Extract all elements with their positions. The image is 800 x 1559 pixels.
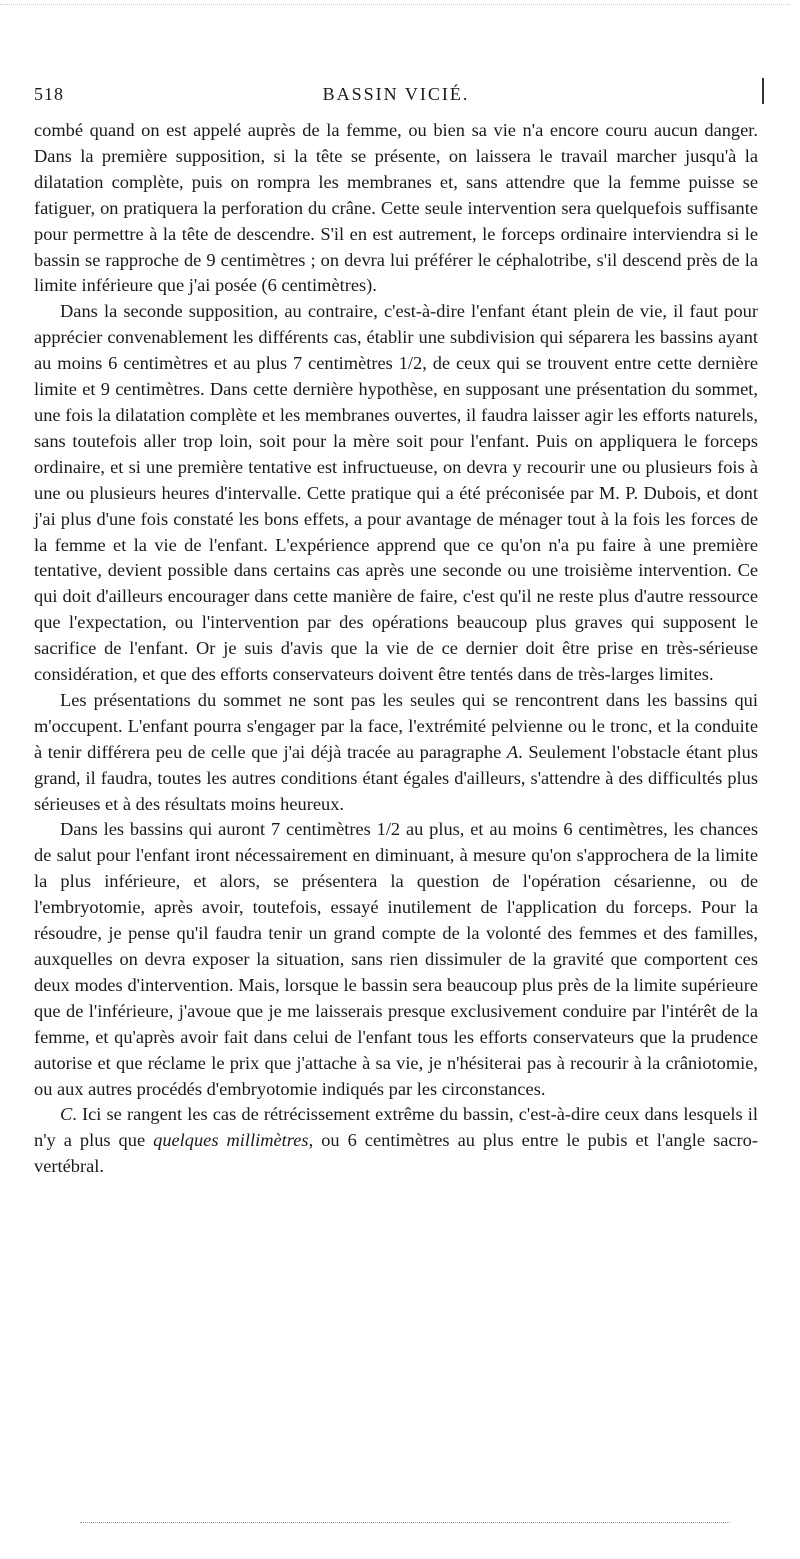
document-page: [34, 0, 758, 1559]
page-number: 518: [34, 84, 64, 104]
paragraph-3-text-after: . Seulement l'obstacle étant plus grand, il faudra, toutes les autres conditions étant égales d'ailleurs, s'attendre à des difficultés plus sérieuses et à des résultats moins heureux.: [34, 741, 758, 814]
paragraph-4: Dans les bassins qui auront 7 centimètres 1/2 au plus, et au moins 6 centimètres, les chances de salut pour l'enfant iront nécessairement en diminuant, à mesure qu'on s'approchera de la limite la plus inférieure, et alors, se présentera la question de l'opération césarienne, ou de l'embryotomie, après avoir, toutefois, essayé inutilement de l'application du forceps. Pour la résoudre, je pense qu'il faudra tenir un grand compte de la volonté des femmes et des familles, auxquelles on devra exposer la situation, sans rien dissimuler de la gravité que comportent ces deux modes d'intervention. Mais, lorsque le bassin sera beaucoup plus près de la limite supérieure que de l'inférieure, j'avoue que je me laisserais presque exclusivement conduire par l'intérêt de la femme, et qu'après avoir fait dans celui de l'enfant tous les efforts conservateurs que la prudence autorise et que réclame le prix que j'attache à sa vie, je n'hésiterai pas à recourir à la crâniotomie, ou aux autres procédés d'embryotomie indiqués par les circonstances.: [34, 819, 758, 1099]
running-title: BASSIN VICIÉ.: [322, 84, 470, 104]
bottom-print-noise: [80, 1522, 730, 1523]
paragraph-3-emphasis: A: [506, 741, 519, 762]
paragraph-2: Dans la seconde supposition, au contraire, c'est-à-dire l'enfant étant plein de vie, il faut pour apprécier convenablement les différents cas, établir une subdivision qui séparera les bassins ayant au moins 6 centimètres et au plus 7 centimètres 1/2, de ceux qui se trouvent entre cette dernière limite et 9 centimètres. Dans cette dernière hypothèse, en supposant une présentation du sommet, une fois la dilatation complète et les membranes ouvertes, il faudra laisser agir les efforts naturels, sans toutefois aller trop loin, soit pour la mère soit pour l'enfant. Puis on appliquera le forceps ordinaire, et si une première tentative est infructueuse, on devra y recourir une ou plusieurs fois à une ou plusieurs heures d'intervalle. Cette pratique qui a été préconisée par M. P. Dubois, et dont j'ai plus d'une fois constaté les bons effets, a pour avantage de ménager tout à la fois les forces de la femme et la vie de l'enfant. L'expérience apprend que ce qu'on n'a pu faire à une première tentative, devient possible dans certains cas après une seconde ou une troisième intervention. Ce qui doit d'ailleurs encourager dans cette manière de faire, c'est qu'il ne reste plus d'autre ressource que l'expectation, ou l'intervention par des opérations beaucoup plus graves qui supposent le sacrifice de l'enfant. Or je suis d'avis que la vie de ce dernier doit être prise en très-sérieuse considération, et que des efforts conservateurs doivent être tentés dans de très-larges limites.: [34, 301, 758, 685]
paragraph-1: combé quand on est appelé auprès de la femme, ou bien sa vie n'a encore couru aucun danger. Dans la première supposition, si la tête se présente, on laissera le travail marcher jusqu'à la dilatation complète, puis on rompra les membranes et, sans attendre que la femme puisse se fatiguer, on pratiquera la perforation du crâne. Cette seule intervention sera quelquefois suffisante pour permettre à la tête de descendre. S'il en est autrement, le forceps ordinaire interviendra si le bassin se rapproche de 9 centimètres ; on devra lui préférer le céphalotribe, s'il descend près de la limite inférieure que j'ai posée (6 centimètres).: [34, 120, 758, 296]
page-edge-mark: [762, 78, 767, 104]
paragraph-3-text-before: Les présentations du sommet ne sont pas les seules qui se rencontrent dans les bassins qui m'occupent. L'enfant pourra s'engager par la face, l'extrémité pelvienne ou le tronc, et la conduite à tenir différera peu de celle que j'ai déjà tracée au paragraphe: [34, 689, 758, 762]
paragraph-5-text-after: , ou 6 centimètres au plus entre le pubis et l'angle sacro-vertébral.: [34, 1130, 758, 1177]
paragraph-5-emphasis: quelques millimètres: [153, 1130, 309, 1151]
paragraph-5: [34, 1102, 758, 1180]
paragraph-5-text-before: . Ici se rangent les cas de rétrécissement extrême du bassin, c'est-à-dire ceux dans lesquels il n'y a plus que: [34, 1104, 758, 1151]
page-header: [34, 84, 758, 108]
paragraph-3: [34, 688, 758, 818]
section-letter: C: [60, 1104, 73, 1125]
body-text: [34, 118, 758, 1180]
